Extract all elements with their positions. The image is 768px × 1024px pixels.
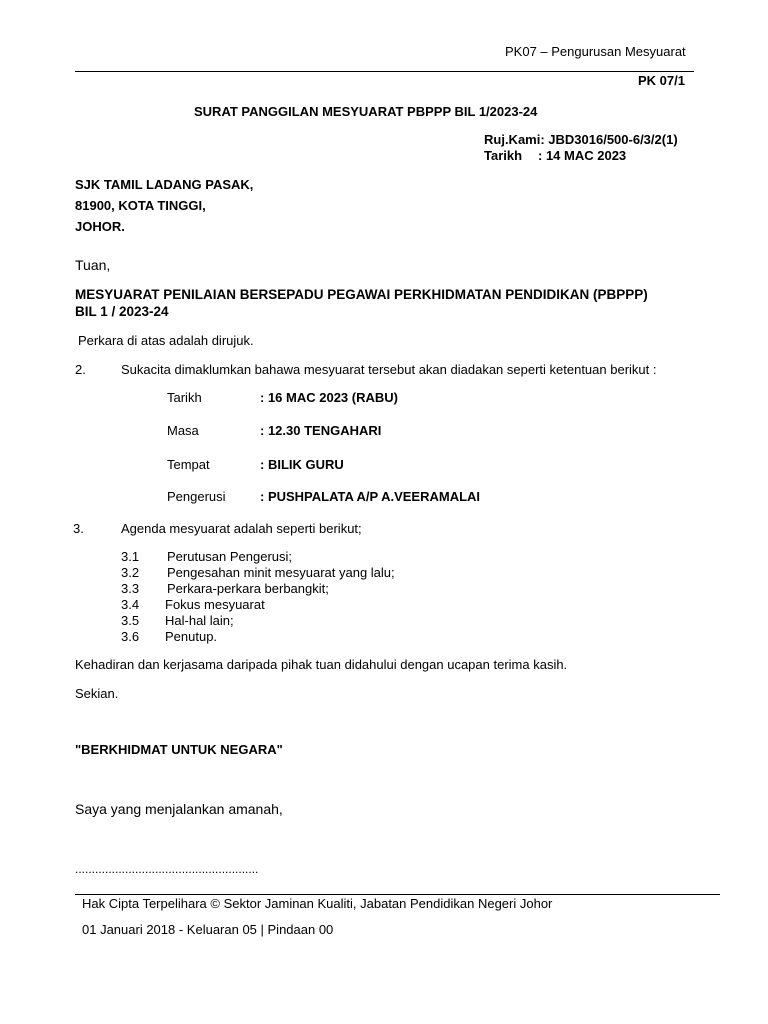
detail-value-tarikh: : 16 MAC 2023 (RABU) — [260, 390, 398, 405]
para-3-text: Agenda mesyuarat adalah seperti berikut; — [121, 521, 362, 536]
header-rule — [75, 71, 694, 72]
motto: "BERKHIDMAT UNTUK NEGARA" — [75, 742, 283, 757]
footer-copyright: Hak Cipta Terpelihara © Sektor Jaminan Kualiti, Jabatan Pendidikan Negeri Johor — [82, 896, 553, 911]
agenda-item: Fokus mesyuarat — [165, 597, 265, 612]
intro-text: Perkara di atas adalah dirujuk. — [78, 333, 254, 348]
reference-date-value: : 14 MAC 2023 — [538, 148, 627, 163]
footer-revision: 01 Januari 2018 - Keluaran 05 | Pindaan 00 — [82, 922, 334, 937]
agenda-item: Perutusan Pengerusi; — [167, 549, 293, 564]
agenda-item: Pengesahan minit mesyuarat yang lalu; — [167, 565, 395, 580]
address-line-2: 81900, KOTA TINGGI, — [75, 198, 206, 213]
detail-value-masa: : 12.30 TENGAHARI — [260, 423, 382, 438]
detail-label-pengerusi: Pengerusi — [167, 489, 226, 504]
address-line-3: JOHOR. — [75, 219, 125, 234]
reference-number: Ruj.Kami: JBD3016/500-6/3/2(1) — [484, 132, 678, 147]
detail-label-tarikh: Tarikh — [167, 390, 202, 405]
agenda-item: Perkara-perkara berbangkit; — [167, 581, 329, 596]
detail-label-masa: Masa — [167, 423, 199, 438]
footer-rule — [75, 894, 720, 895]
subject-line-2: BIL 1 / 2023-24 — [75, 304, 169, 319]
form-number: PK 07/1 — [638, 73, 685, 88]
para-2-text: Sukacita dimaklumkan bahawa mesyuarat tersebut akan diadakan seperti ketentuan berikut : — [121, 362, 657, 377]
agenda-number: 3.4 — [121, 597, 140, 612]
signoff-text: Saya yang menjalankan amanah, — [75, 801, 283, 817]
letter-title: SURAT PANGGILAN MESYUARAT PBPPP BIL 1/2023-24 — [194, 104, 538, 119]
agenda-number: 3.2 — [121, 565, 140, 580]
closing-text: Kehadiran dan kerjasama daripada pihak tuan didahului dengan ucapan terima kasih. — [75, 657, 568, 672]
agenda-number: 3.6 — [121, 629, 140, 644]
salutation: Tuan, — [75, 257, 111, 273]
agenda-number: 3.1 — [121, 549, 140, 564]
para-3-number: 3. — [73, 521, 84, 536]
agenda-number: 3.3 — [121, 581, 140, 596]
doc-code: PK07 – Pengurusan Mesyuarat — [505, 44, 686, 59]
address-line-1: SJK TAMIL LADANG PASAK, — [75, 177, 254, 192]
detail-value-pengerusi: : PUSHPALATA A/P A.VEERAMALAI — [260, 489, 481, 504]
subject-line-1: MESYUARAT PENILAIAN BERSEPADU PEGAWAI PERKHIDMATAN PENDIDIKAN (PBPPP) — [75, 287, 648, 302]
detail-value-tempat: : BILIK GURU — [260, 457, 344, 472]
sekian-text: Sekian. — [75, 686, 119, 701]
agenda-number: 3.5 — [121, 613, 140, 628]
reference-date-label: Tarikh — [484, 148, 523, 163]
para-2-number: 2. — [75, 362, 86, 377]
agenda-item: Penutup. — [165, 629, 218, 644]
detail-label-tempat: Tempat — [167, 457, 210, 472]
agenda-item: Hal-hal lain; — [165, 613, 234, 628]
signature-line: ....................................................... — [75, 862, 259, 876]
